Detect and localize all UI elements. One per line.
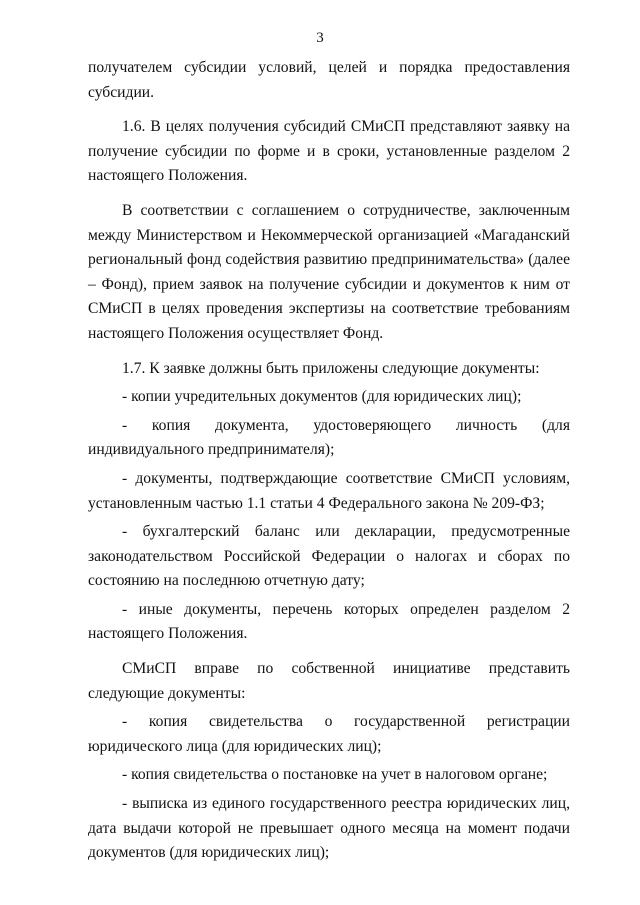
paragraph-agreement-fund: В соответствии с соглашением о сотрудничестве, заключенным между Министерством и Некоммерческой организацией «Магаданский региональный фонд содействия развитию предпринимательства» (далее – Фонд), прием заявок на получение субсидии и документов к ним от СМиСП в целях проведения экспертизы на соответствие требованиям настоящего Положения осуществляет Фонд. — [88, 201, 570, 342]
list-item-constituent-docs: - копии учредительных документов (для юридических лиц); — [122, 388, 522, 406]
list-item-registration-certificate: - копия свидетельства о государственной регистрации юридического лица (для юридических лиц); — [88, 713, 570, 755]
paragraph-1-7: 1.7. К заявке должны быть приложены следующие документы: — [122, 359, 540, 377]
list-item-identity-doc: - копия документа, удостоверяющего личность (для индивидуального предпринимателя); — [88, 416, 570, 459]
page-number: 3 — [316, 30, 324, 46]
paragraph-subsidy-conditions: получателем субсидии условий, целей и порядка предоставления субсидии. — [88, 59, 570, 101]
paragraph-1-6: 1.6. В целях получения субсидий СМиСП представляют заявку на получение субсидии по форме и в сроки, установленные разделом 2 настоящего Положения. — [88, 118, 570, 185]
list-item-balance-sheet: - бухгалтерский баланс или декларации, предусмотренные законодательством Российской Федерации о налогах и сборах по состоянию на последнюю отчетную дату; — [88, 523, 570, 590]
list-item-registry-extract: - выписка из единого государственного реестра юридических лиц, дата выдачи которой не превышает одного месяца на момент подачи документов (для юридических лиц); — [88, 795, 570, 862]
document-body — [88, 56, 570, 870]
list-item-other-docs: - иные документы, перечень которых определен разделом 2 настоящего Положения. — [88, 600, 570, 643]
list-item-tax-certificate: - копия свидетельства о постановке на учет в налоговом органе; — [122, 766, 548, 784]
paragraph-own-initiative: СМиСП вправе по собственной инициативе представить следующие документы: — [88, 660, 570, 702]
list-item-compliance-docs: - документы, подтверждающие соответствие СМиСП условиям, установленным частью 1.1 статьи 4 Федерального закона № 209-ФЗ; — [88, 469, 570, 512]
